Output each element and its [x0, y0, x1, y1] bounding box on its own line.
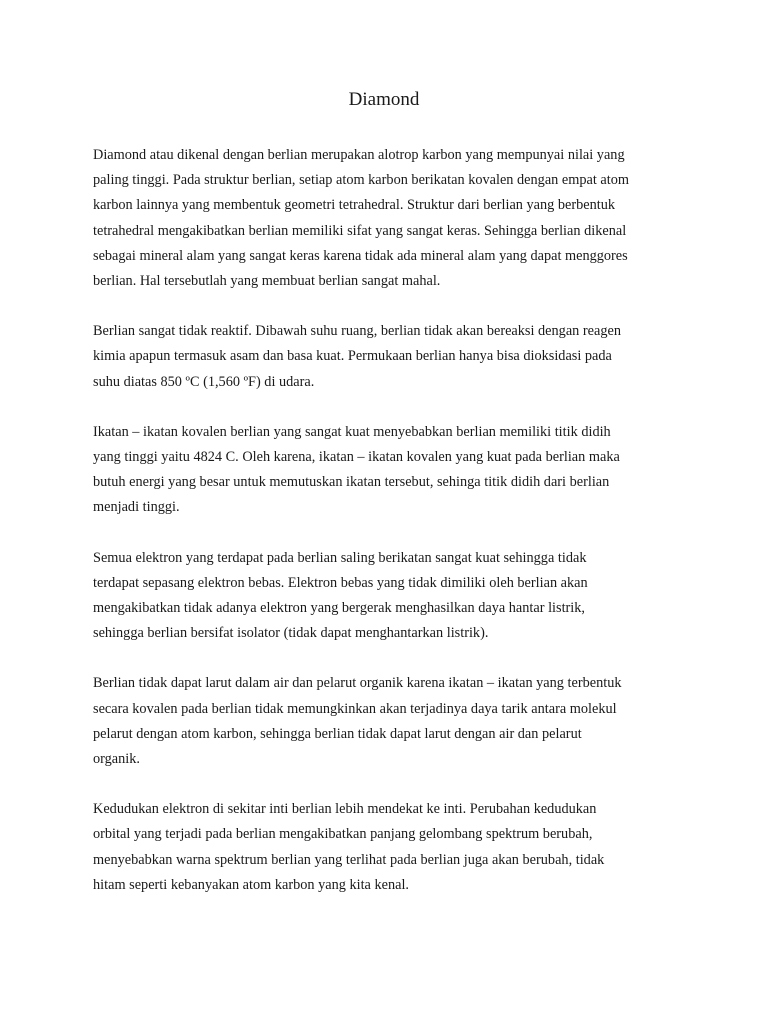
paragraph-6 — [93, 797, 685, 898]
paragraph-5 — [93, 671, 685, 772]
text-line: butuh energi yang besar untuk memutuskan ikatan tersebut, sehinga titik didih dari berlian — [93, 474, 610, 491]
text-line: mengakibatkan tidak adanya elektron yang bergerak menghasilkan daya hantar listrik, — [93, 600, 586, 617]
text-line: Kedudukan elektron di sekitar inti berlian lebih mendekat ke inti. Perubahan kedudukan — [93, 801, 597, 818]
paragraph-4 — [93, 546, 685, 647]
text-line: pelarut dengan atom karbon, sehingga berlian tidak dapat larut dengan air dan pelarut — [93, 725, 582, 742]
text-line: Berlian tidak dapat larut dalam air dan pelarut organik karena ikatan – ikatan yang terbentuk — [93, 675, 622, 692]
text-line: Semua elektron yang terdapat pada berlian saling berikatan sangat kuat sehingga tidak — [93, 549, 587, 566]
text-line: kimia apapun termasuk asam dan basa kuat. Permukaan berlian hanya bisa dioksidasi pada — [93, 348, 612, 365]
text-line: yang tinggi yaitu 4824 C. Oleh karena, ikatan – ikatan kovalen yang kuat pada berlian maka — [93, 449, 620, 466]
text-line: orbital yang terjadi pada berlian mengakibatkan panjang gelombang spektrum berubah, — [93, 826, 593, 843]
text-line: paling tinggi. Pada struktur berlian, setiap atom karbon berikatan kovalen dengan empat atom — [93, 172, 629, 189]
document-title: Diamond — [348, 89, 420, 110]
text-line: menyebabkan warna spektrum berlian yang terlihat pada berlian juga akan berubah, tidak — [93, 851, 605, 868]
text-line: Diamond atau dikenal dengan berlian merupakan alotrop karbon yang mempunyai nilai yang — [93, 147, 625, 163]
text-line: organik. — [93, 751, 140, 768]
text-line: tetrahedral mengakibatkan berlian memiliki sifat yang sangat keras. Sehingga berlian dikenal — [93, 222, 627, 239]
text-line: karbon lainnya yang membentuk geometri tetrahedral. Struktur dari berlian yang berbentuk — [93, 197, 616, 214]
text-line: sebagai mineral alam yang sangat keras karena tidak ada mineral alam yang dapat menggores — [93, 247, 628, 264]
text-line: menjadi tinggi. — [93, 499, 180, 516]
text-line: terdapat sepasang elektron bebas. Elektron bebas yang tidak dimiliki oleh berlian akan — [93, 574, 588, 591]
text-line: suhu diatas 850 ºC (1,560 ºF) di udara. — [93, 373, 315, 390]
text-line: hitam seperti kebanyakan atom karbon yang kita kenal. — [93, 876, 410, 893]
text-line: secara kovalen pada berlian tidak memungkinkan akan terjadinya daya tarik antara molekul — [93, 700, 617, 717]
paragraph-1 — [93, 143, 685, 294]
text-line: Berlian sangat tidak reaktif. Dibawah suhu ruang, berlian tidak akan bereaksi dengan reagen — [93, 323, 621, 340]
text-line: sehingga berlian bersifat isolator (tidak dapat menghantarkan listrik). — [93, 625, 489, 642]
text-line: Ikatan – ikatan kovalen berlian yang sangat kuat menyebabkan berlian memiliki titik didih — [93, 423, 611, 440]
text-line: berlian. Hal tersebutlah yang membuat berlian sangat mahal. — [93, 273, 441, 290]
document-body — [93, 143, 685, 923]
paragraph-3 — [93, 420, 685, 521]
paragraph-2 — [93, 319, 685, 395]
